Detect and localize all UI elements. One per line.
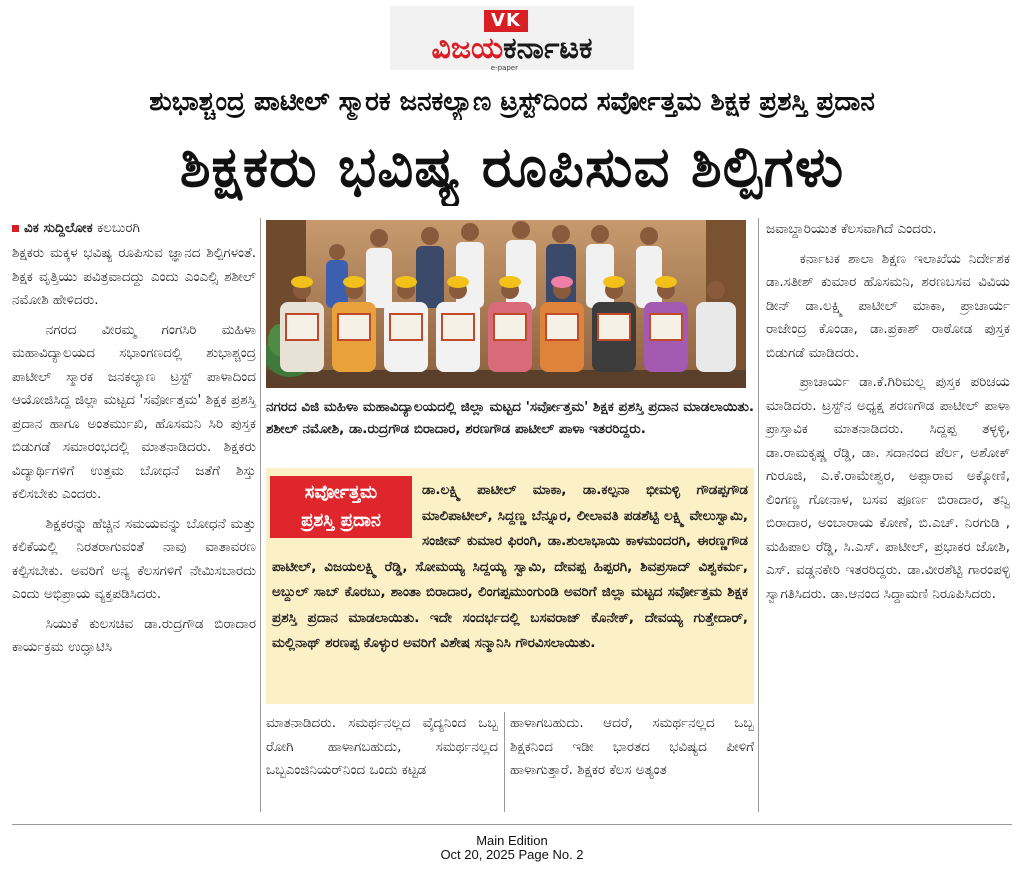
awardees-list: ಡಾ.ಲಕ್ಷ್ಮಿ ಪಾಟೀಲ್ ಮಾಕಾ, ಡಾ.ಕಲ್ಪನಾ ಭೀಮಳ್ಳಿ ಗೌಡಪ್ಪಗೌಡ ಮಾಲಿಪಾಟೀಲ್, ಸಿದ್ದಣ್ಣ ಬೆನ್ನೂರ, ಲೀಲಾವತಿ ಪಡಶೆಟ್ಟಿ ಲಕ್ಷ್ಮಿ ವೇಲುಸ್ವಾಮಿ, ಸಂಜೀವ್ ಕುಮಾರ ಫಿರಂಗಿ, ಡಾ.ಶುಲಾಭಾಯಿ ಕಾಳಮಂದರಗಿ, ಈರಣ್ಣಗೌಡ ಪಾಟೀಲ್, ವಿಜಯಲಕ್ಷ್ಮಿ ರೆಡ್ಡಿ, ಸೋಮಯ್ಯ ಸಿದ್ದಯ್ಯ ಸ್ವಾಮಿ, ದೇವಪ್ಪ ಹಿಪ್ಪರಗಿ, ಶಿವಪ್ರಸಾದ್ ವಿಶ್ವಕರ್ಮ, ಅಬ್ದುಲ್ ಸಾಬ್ ಕೊರಬು, ಶಾಂತಾ ಬಿರಾದಾರ, ಲಿಂಗಪ್ಪಮುಂಗುಂಡಿ ಅವರಿಗೆ ಜಿಲ್ಲಾ ಮಟ್ಟದ ಸರ್ವೋತ್ತಮ ಶಿಕ್ಷಕ ಪ್ರಶಸ್ತಿ ಪ್ರದಾನ ಮಾಡಲಾಯಿತು. ಇದೇ ಸಂದರ್ಭದಲ್ಲಿ ಬಸವರಾಜ್ ಕೊನೇಕ್, ದೇವಯ್ಯ ಗುತ್ತೇದಾರ್, ಮಲ್ಲಿನಾಥ್ ಶರಣಪ್ಪ ಕೊಳ್ಳುರ ಅವರಿಗೆ ವಿಶೇಷ ಸನ್ಮಾನಿಸಿ ಗೌರವಿಸಲಾಯಿತು.	[272, 482, 748, 651]
byline-place: ಕಲಬುರಗಿ	[97, 220, 140, 236]
awardees-box	[266, 468, 754, 704]
paragraph: ಶಿಕ್ಷಕರು ಮಕ್ಕಳ ಭವಿಷ್ಯ ರೂಪಿಸುವ ಜ್ಞಾನದ ಶಿಲ್ಪಿಗಳಂತೆ. ಶಿಕ್ಷಕ ವೃತ್ತಿಯು ಪವಿತ್ರವಾದದ್ದು ಎಂದು ಎಂಎಲ್ಸಿ ಶಶೀಲ್ ನಮೋಶಿ ಹೇಳಿದರು.	[12, 245, 256, 308]
edition-name: Main Edition	[476, 833, 548, 848]
masthead-logo	[390, 6, 634, 70]
article-column-1	[12, 218, 256, 660]
byline	[12, 218, 256, 238]
article-kicker: ಶುಭಾಶ್ಚಂದ್ರ ಪಾಟೀಲ್ ಸ್ಮಾರಕ ಜನಕಲ್ಯಾಣ ಟ್ರಸ್ಟ್‌ದಿಂದ ಸರ್ವೋತ್ತಮ ಶಿಕ್ಷಕ ಪ್ರಶಸ್ತಿ ಪ್ರದಾನ	[149, 87, 875, 117]
awardees-label-line2: ಪ್ರಶಸ್ತಿ ಪ್ರದಾನ	[301, 510, 381, 531]
paragraph: ಮಾತನಾಡಿದರು. ಸಮರ್ಥನಲ್ಲದ ವೈದ್ಯನಿಂದ ಒಬ್ಬ ರೋಗಿ ಹಾಳಾಗಬಹುದು, ಸಮರ್ಥನಲ್ಲದ ಒಬ್ಬಎಂಜಿನಿಯರ್‌ನಿಂದ ಒಂದು ಕಟ್ಟಡ	[266, 715, 498, 778]
masthead-name-part1: ವಿಜಯ	[431, 31, 504, 66]
paragraph: ನಗರದ ವೀರಮ್ಮ ಗಂಗಸಿರಿ ಮಹಿಳಾ ಮಹಾವಿದ್ಯಾಲಯದ ಸಭಾಂಗಣದಲ್ಲಿ ಶುಭಾಶ್ಚಂದ್ರ ಪಾಟೀಲ್ ಸ್ಮಾರಕ ಜನಕಲ್ಯಾಣ ಟ್ರಸ್ಟ್ ಪಾಳಾದಿಂದ ಆಯೋಜಿಸಿದ್ದ ಜಿಲ್ಲಾ ಮಟ್ಟದ 'ಸರ್ವೋತ್ತಮ' ಶಿಕ್ಷಕ ಪ್ರಶಸ್ತಿ ಪ್ರದಾನ ಹಾಗೂ ಅಂತರ್ಮುಖಿ, ಹೊಸಮನಿ ಸಿರಿ ಪುಸ್ತಕ ಬಿಡುಗಡೆ ಸಮಾರಂಭದಲ್ಲಿ ಮಾತನಾಡಿದರು. ಶಿಕ್ಷಕರು ವಿದ್ಯಾರ್ಥಿಗಳಿಗೆ ಉತ್ತಮ ಬೋಧನೆ ಜತೆಗೆ ಶಿಸ್ತು ಕಲಿಸಬೇಕು ಎಂದರು.	[12, 321, 256, 502]
masthead-name-part2: ಕರ್ನಾಟಕ	[503, 31, 593, 66]
award-ceremony-photo	[266, 220, 746, 388]
article-headline: ಶಿಕ್ಷಕರು ಭವಿಷ್ಯ ರೂಪಿಸುವ ಶಿಲ್ಪಿಗಳು	[179, 135, 845, 200]
awardees-label-line1: ಸರ್ವೋತ್ತಮ	[304, 482, 378, 503]
paragraph: ಶಿಕ್ಷಕರನ್ನು ಹೆಚ್ಚಿನ ಸಮಯವನ್ನು ಬೋಧನೆ ಮತ್ತು ಕಲಿಕೆಯಲ್ಲಿ ನಿರತರಾಗುವಂತೆ ನಾವು ವಾತಾವರಣ ಕಲ್ಪಿಸಬೇಕು. ಅವರಿಗೆ ಅನ್ಯ ಕೆಲಸಗಳಿಗೆ ನೇಮಿಸಬಾರದು ಎಂದು ಅಭಿಪ್ರಾಯ ವ್ಯಕ್ತಪಡಿಸಿದರು.	[12, 515, 256, 602]
edition-date-page: Oct 20, 2025 Page No. 2	[440, 847, 584, 862]
article-photo	[266, 220, 746, 388]
paragraph: ಪ್ರಾಚಾರ್ಯ ಡಾ.ಕೆ.ಗಿರಿಮಲ್ಲ ಪುಸ್ತಕ ಪರಿಚಯ ಮಾಡಿದರು. ಟ್ರಸ್ಟ್‌ನ ಅಧ್ಯಕ್ಷ ಶರಣಗೌಡ ಪಾಟೀಲ್ ಪಾಳಾ ಪ್ರಾಸ್ತಾವಿಕ ಮಾತನಾಡಿದರು. ಸಿದ್ದಪ್ಪ ತಳ್ಳಳ್ಳಿ, ಡಾ.ರಾಮಕೃಷ್ಣ ರೆಡ್ಡಿ, ಡಾ. ಸದಾನಂದ ಪೆರ್ಲ, ಅಶೋಕ್ ಗುರೂಜಿ, ಎ.ಕೆ.ರಾಮೇಶ್ವರ, ಅಪ್ಪಾರಾವ ಅಕ್ಕೋಣಿ, ಲಿಂಗಣ್ಣ ಗೋನಾಳ, ಬಸವ ಪೂರ್ಣ ಬಿರಾದಾರ, ತನ್ವಿ ಬಿರಾದಾರ, ಅಂಬಾರಾಯ ಕೋಣೆ, ಬಿ.ಎಚ್. ನಿರಗುಡಿ , ಮಹಿಪಾಲ ರೆಡ್ಡಿ, ಸಿ.ಎಸ್. ಪಾಟೀಲ್, ಪ್ರಭಾಕರ ಜೋಶಿ, ಎಸ್. ವಡ್ಡನಕೇರಿ ಇತರರಿದ್ದರು. ಡಾ.ವೀರಶೆಟ್ಟಿ ಗಾರಂಪಳ್ಳಿ ಸ್ವಾಗತಿಸಿದರು. ಡಾ.ಆನಂದ ಸಿದ್ದಾಮಣಿ ನಿರೂಪಿಸಿದರು.	[766, 374, 1010, 602]
paragraph: ಸಿಯುಕೆ ಕುಲಸಚಿವ ಡಾ.ರುದ್ರಗೌಡ ಬಿರಾದಾರ ಕಾರ್ಯಕ್ರಮ ಉದ್ಘಾಟಿಸಿ	[12, 615, 256, 655]
paragraph: ಕರ್ನಾಟಕ ಶಾಲಾ ಶಿಕ್ಷಣ ಇಲಾಖೆಯ ನಿರ್ದೇಶಕ ಡಾ.ಸತೀಶ್ ಕುಮಾರ ಹೊಸಮನಿ, ಶರಣಬಸವ ವಿವಿಯ ಡೀನ್ ಡಾ.ಲಕ್ಷ್ಮಿ ಪಾಟೀಲ್ ಮಾಕಾ, ಪ್ರಾಚಾರ್ಯ ರಾಜೇಂದ್ರ ಕೊಂಡಾ, ಡಾ.ಪ್ರಕಾಶ್ ರಾಠೋಡ ಪುಸ್ತಕ ಬಿಡುಗಡೆ ಮಾಡಿದರು.	[766, 250, 1010, 361]
article-column-2-bottom	[266, 712, 498, 783]
article-column-4	[766, 218, 1010, 606]
byline-marker-icon	[12, 225, 19, 232]
masthead-name	[398, 32, 626, 66]
awardees-label	[270, 476, 412, 538]
edition-footer	[0, 834, 1024, 862]
masthead-badge: VK	[484, 10, 528, 32]
article-column-3-bottom	[510, 712, 754, 783]
byline-source: ವಿಕ ಸುದ್ದಿಲೋಕ	[24, 220, 93, 236]
paragraph: ಹಾಳಾಗಬಹುದು. ಆದರೆ, ಸಮರ್ಥನಲ್ಲದ ಒಬ್ಬ ಶಿಕ್ಷಕನಿಂದ ಇಡೀ ಭಾರತದ ಭವಿಷ್ಯದ ಪೀಳಿಗೆ ಹಾಳಾಗುತ್ತಾರೆ. ಶಿಕ್ಷಕರ ಕೆಲಸ ಅತ್ಯಂತ	[510, 715, 754, 778]
column-rule	[758, 218, 759, 812]
footer-rule	[12, 824, 1012, 825]
photo-caption: ನಗರದ ವಿಜಿ ಮಹಿಳಾ ಮಹಾವಿದ್ಯಾಲಯದಲ್ಲಿ ಜಿಲ್ಲಾ ಮಟ್ಟದ 'ಸರ್ವೋತ್ತಮ' ಶಿಕ್ಷಕ ಪ್ರಶಸ್ತಿ ಪ್ರದಾನ ಮಾಡಲಾಯಿತು. ಶಶೀಲ್ ನಮೋಶಿ, ಡಾ.ರುದ್ರಗೌಡ ಬಿರಾದಾರ, ಶರಣಗೌಡ ಪಾಟೀಲ್ ಪಾಳಾ ಇತರರಿದ್ದರು.	[266, 399, 754, 437]
paragraph: ಜವಾಬ್ದಾರಿಯುತ ಕೆಲಸವಾಗಿದೆ ಎಂದರು.	[766, 221, 937, 237]
column-rule	[504, 712, 505, 812]
masthead-subtitle: e-paper	[490, 64, 518, 72]
column-rule	[260, 218, 261, 812]
